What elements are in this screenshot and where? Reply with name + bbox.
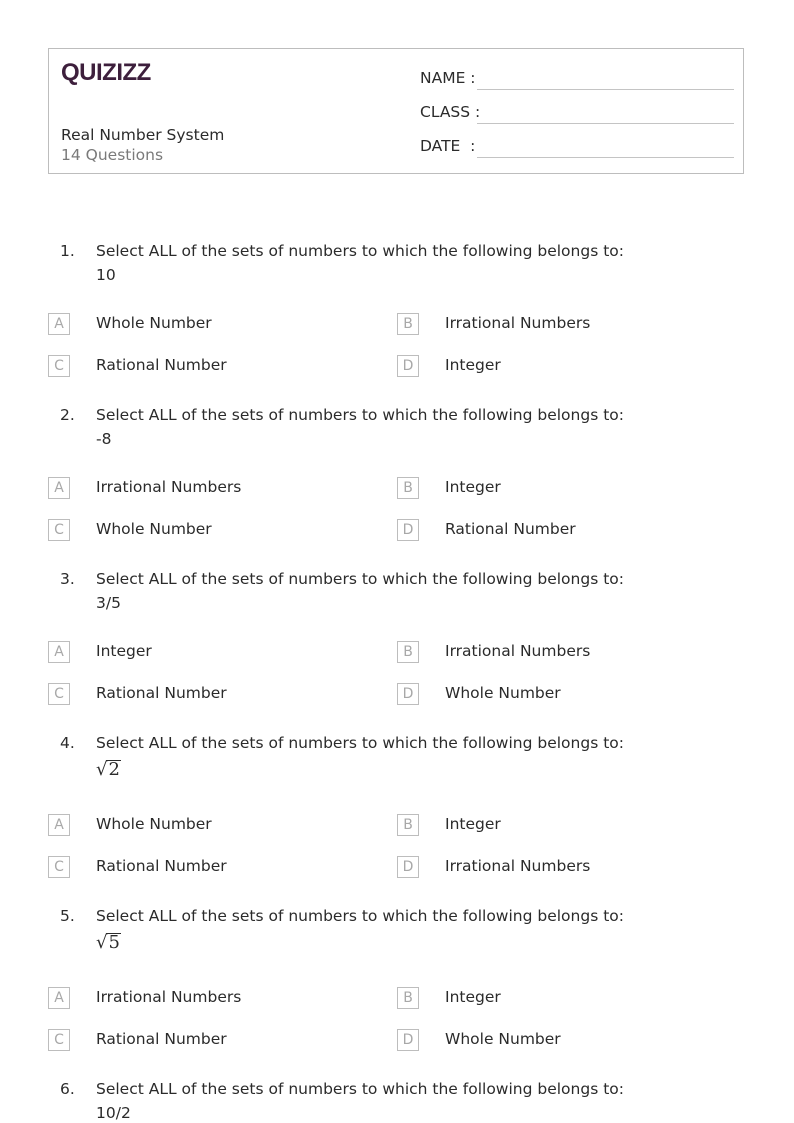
option-b[interactable] (397, 477, 727, 501)
option-c[interactable] (48, 856, 378, 880)
radicand: 5 (108, 932, 120, 953)
name-label: NAME : (420, 69, 476, 87)
option-a[interactable] (48, 814, 378, 838)
quizizz-logo (61, 59, 153, 85)
sqrt-sign: √ (96, 759, 108, 780)
name-line[interactable] (477, 89, 734, 90)
question-number: 3. (60, 570, 75, 588)
option-letter-box: D (397, 856, 419, 878)
option-letter-box: B (397, 814, 419, 836)
question-expression (96, 759, 120, 780)
option-b[interactable] (397, 814, 727, 838)
question-text: Select ALL of the sets of numbers to which the following belongs to: (96, 570, 624, 588)
option-text: Whole Number (96, 314, 212, 332)
option-letter-box: A (48, 477, 70, 499)
option-letter-box: B (397, 477, 419, 499)
option-c[interactable] (48, 683, 378, 707)
option-b[interactable] (397, 641, 727, 665)
option-text: Rational Number (96, 857, 227, 875)
option-letter-box: C (48, 1029, 70, 1051)
svg-text:QUIZIZZ: QUIZIZZ (61, 59, 151, 85)
question-count: 14 Questions (61, 146, 164, 164)
class-line[interactable] (477, 123, 734, 124)
option-text: Integer (445, 478, 501, 496)
option-text: Irrational Numbers (445, 314, 591, 332)
option-text: Whole Number (445, 684, 561, 702)
option-letter-box: A (48, 313, 70, 335)
option-text: Integer (445, 815, 501, 833)
option-letter-box: A (48, 641, 70, 663)
option-a[interactable] (48, 641, 378, 665)
option-letter-box: D (397, 683, 419, 705)
class-field[interactable] (420, 103, 734, 127)
question-expression: -8 (96, 430, 112, 448)
question-expression (96, 932, 120, 953)
question-expression: 10 (96, 266, 116, 284)
option-a[interactable] (48, 987, 378, 1011)
option-letter-box: C (48, 683, 70, 705)
option-text: Whole Number (445, 1030, 561, 1048)
date-field[interactable] (420, 137, 734, 161)
question-text: Select ALL of the sets of numbers to which the following belongs to: (96, 907, 624, 925)
option-letter-box: C (48, 856, 70, 878)
question-text: Select ALL of the sets of numbers to which the following belongs to: (96, 406, 624, 424)
option-text: Integer (96, 642, 152, 660)
option-text: Rational Number (96, 356, 227, 374)
quizizz-logo-mark (61, 59, 153, 85)
question-text: Select ALL of the sets of numbers to which the following belongs to: (96, 1080, 624, 1098)
class-label: CLASS : (420, 103, 481, 121)
question-number: 5. (60, 907, 75, 925)
option-text: Rational Number (96, 684, 227, 702)
option-text: Rational Number (445, 520, 576, 538)
option-text: Whole Number (96, 815, 212, 833)
option-text: Irrational Numbers (445, 857, 591, 875)
option-d[interactable] (397, 1029, 727, 1053)
option-letter-box: C (48, 519, 70, 541)
option-d[interactable] (397, 519, 727, 543)
question-number: 6. (60, 1080, 75, 1098)
question-number: 4. (60, 734, 75, 752)
option-text: Rational Number (96, 1030, 227, 1048)
option-letter-box: A (48, 987, 70, 1009)
option-c[interactable] (48, 519, 378, 543)
option-text: Integer (445, 356, 501, 374)
worksheet-title: Real Number System (61, 126, 225, 144)
option-c[interactable] (48, 355, 378, 379)
option-text: Whole Number (96, 520, 212, 538)
worksheet-header (48, 48, 744, 174)
option-letter-box: C (48, 355, 70, 377)
option-letter-box: B (397, 641, 419, 663)
option-a[interactable] (48, 313, 378, 337)
option-text: Irrational Numbers (96, 988, 242, 1006)
question-number: 2. (60, 406, 75, 424)
question-expression: 3/5 (96, 594, 121, 612)
option-letter-box: B (397, 987, 419, 1009)
option-text: Irrational Numbers (96, 478, 242, 496)
question-number: 1. (60, 242, 75, 260)
option-d[interactable] (397, 683, 727, 707)
option-letter-box: D (397, 519, 419, 541)
option-letter-box: A (48, 814, 70, 836)
option-c[interactable] (48, 1029, 378, 1053)
date-line[interactable] (477, 157, 734, 158)
name-field[interactable] (420, 69, 734, 93)
option-d[interactable] (397, 355, 727, 379)
option-text: Integer (445, 988, 501, 1006)
question-text: Select ALL of the sets of numbers to which the following belongs to: (96, 734, 624, 752)
option-d[interactable] (397, 856, 727, 880)
option-b[interactable] (397, 313, 727, 337)
option-a[interactable] (48, 477, 378, 501)
sqrt-sign: √ (96, 932, 108, 953)
date-label: DATE : (420, 137, 476, 155)
option-letter-box: D (397, 355, 419, 377)
option-b[interactable] (397, 987, 727, 1011)
question-text: Select ALL of the sets of numbers to which the following belongs to: (96, 242, 624, 260)
option-letter-box: B (397, 313, 419, 335)
question-expression: 10/2 (96, 1104, 131, 1122)
radicand: 2 (108, 759, 120, 780)
option-letter-box: D (397, 1029, 419, 1051)
option-text: Irrational Numbers (445, 642, 591, 660)
